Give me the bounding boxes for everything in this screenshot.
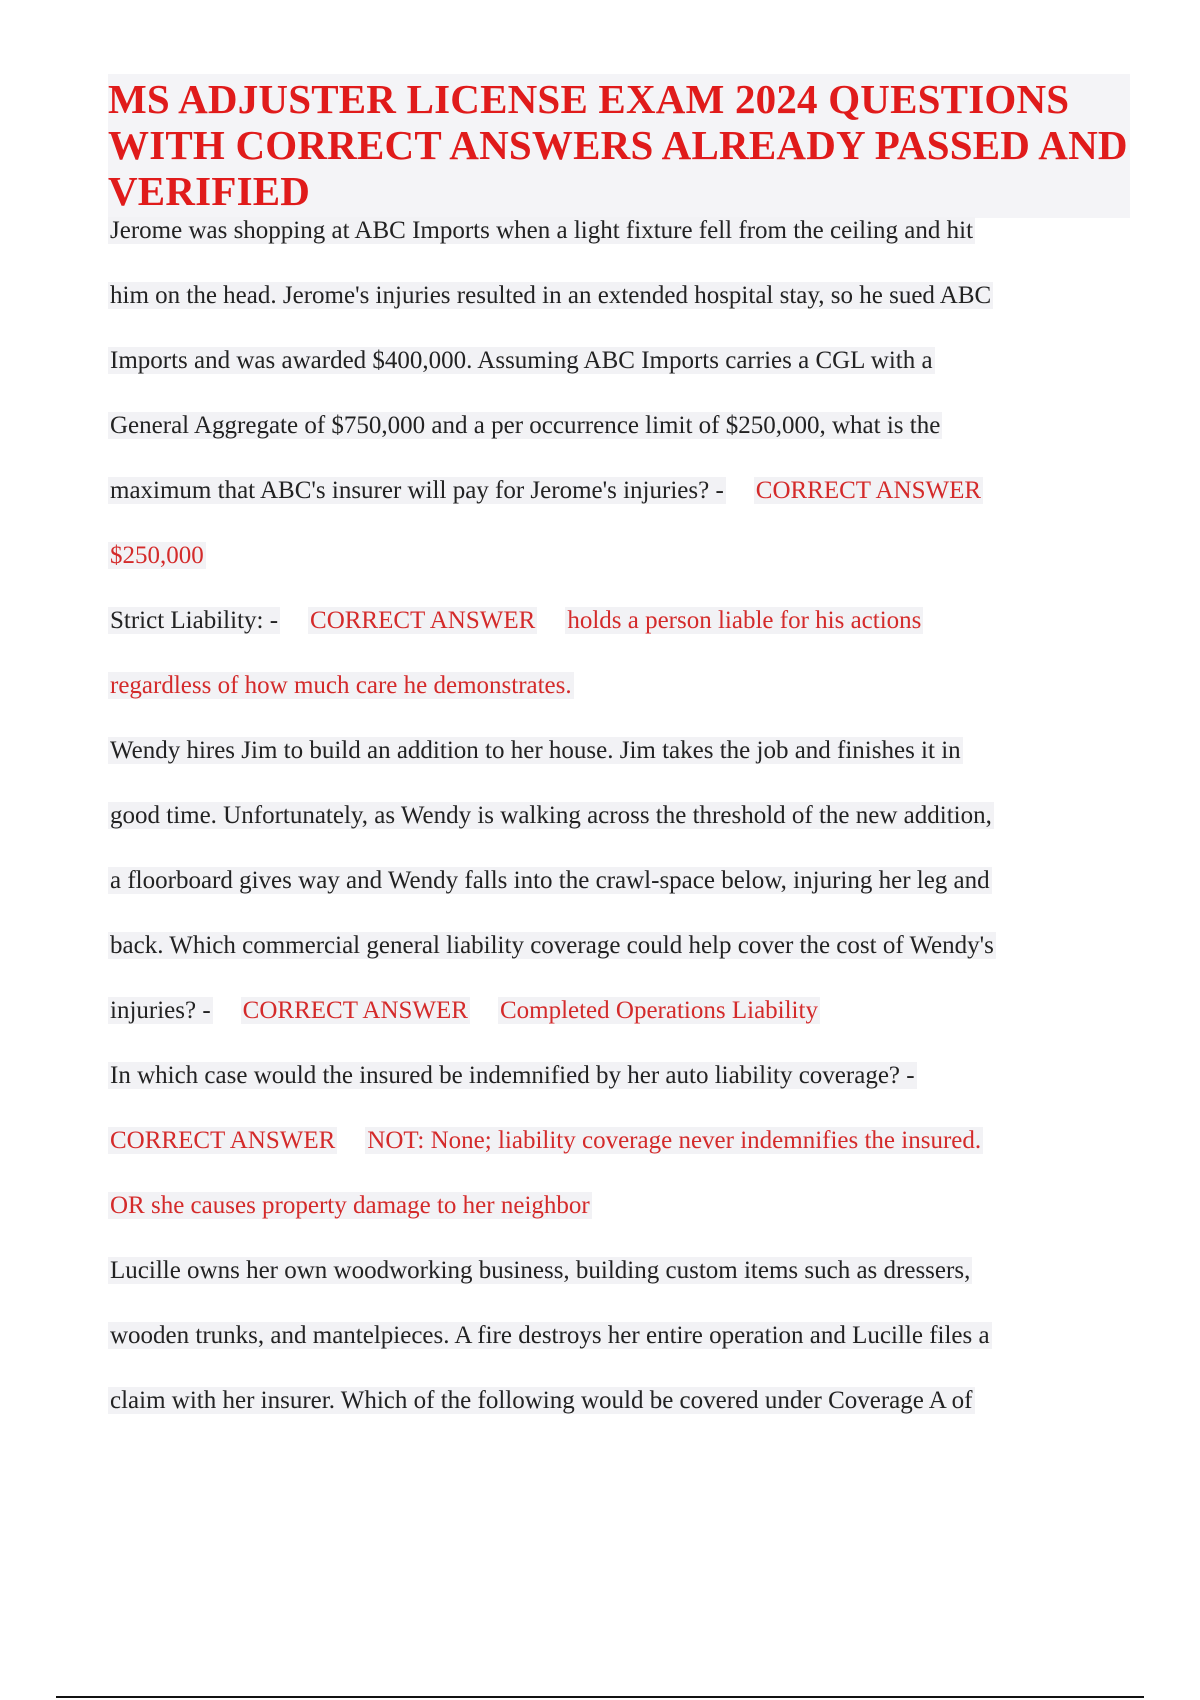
answer-text: holds a person liable for his actions [567, 607, 922, 634]
answer-text: OR she causes property damage to her neighbor [110, 1192, 590, 1219]
answer-text: NOT: None; liability coverage never indemnifies the insured. [367, 1127, 982, 1154]
text-line [108, 208, 1138, 273]
text-line [108, 1378, 1138, 1443]
answer-text: Completed Operations Liability [499, 997, 818, 1024]
text-line [108, 273, 1138, 338]
document-body [108, 208, 1138, 1443]
answer-text: regardless of how much care he demonstrates. [110, 672, 572, 699]
correct-answer-label: CORRECT ANSWER [310, 607, 536, 634]
correct-answer-label: CORRECT ANSWER [110, 1127, 336, 1154]
correct-answer-label: CORRECT ANSWER [755, 477, 982, 504]
question-text: Lucille owns her own woodworking business, building custom items such as dressers, [110, 1257, 971, 1284]
text-line [108, 403, 1138, 468]
question-text: Wendy hires Jim to build an addition to her house. Jim takes the job and finishes it in [110, 737, 961, 764]
text-line [108, 1053, 1138, 1118]
page-title: MS ADJUSTER LICENSE EXAM 2024 QUESTIONS WITH CORRECT ANSWERS ALREADY PASSED AND VERIFIED [108, 76, 1128, 214]
answer-text: $250,000 [110, 542, 204, 569]
text-line [108, 728, 1138, 793]
question-text: injuries? - [110, 997, 211, 1024]
title-block [108, 74, 1130, 218]
question-text: Strict Liability: - [110, 607, 279, 634]
question-text: In which case would the insured be indemnified by her auto liability coverage? - [110, 1062, 915, 1089]
text-line [108, 1118, 1138, 1183]
question-text: him on the head. Jerome's injuries resulted in an extended hospital stay, so he sued ABC [110, 282, 992, 309]
question-text: Imports and was awarded $400,000. Assuming ABC Imports carries a CGL with a [110, 347, 933, 374]
question-text: General Aggregate of $750,000 and a per occurrence limit of $250,000, what is the [110, 412, 941, 439]
text-line [108, 793, 1138, 858]
text-line [108, 338, 1138, 403]
text-line [108, 598, 1138, 663]
question-text: maximum that ABC's insurer will pay for Jerome's injuries? - [110, 477, 724, 504]
text-line [108, 663, 1138, 728]
text-line [108, 1313, 1138, 1378]
footer-divider [56, 1696, 1144, 1698]
question-text: back. Which commercial general liability coverage could help cover the cost of Wendy's [110, 932, 994, 959]
text-line [108, 988, 1138, 1053]
question-text: good time. Unfortunately, as Wendy is walking across the threshold of the new addition, [110, 802, 992, 829]
text-line [108, 468, 1138, 533]
question-text: a floorboard gives way and Wendy falls into the crawl-space below, injuring her leg and [110, 867, 990, 894]
correct-answer-label: CORRECT ANSWER [242, 997, 468, 1024]
text-line [108, 1248, 1138, 1313]
text-line [108, 1183, 1138, 1248]
text-line [108, 923, 1138, 988]
question-text: claim with her insurer. Which of the following would be covered under Coverage A of [110, 1387, 973, 1414]
question-text: wooden trunks, and mantelpieces. A fire destroys her entire operation and Lucille files a [110, 1322, 990, 1349]
text-line [108, 858, 1138, 923]
text-line [108, 533, 1138, 598]
question-text: Jerome was shopping at ABC Imports when a light fixture fell from the ceiling and hit [110, 217, 974, 244]
